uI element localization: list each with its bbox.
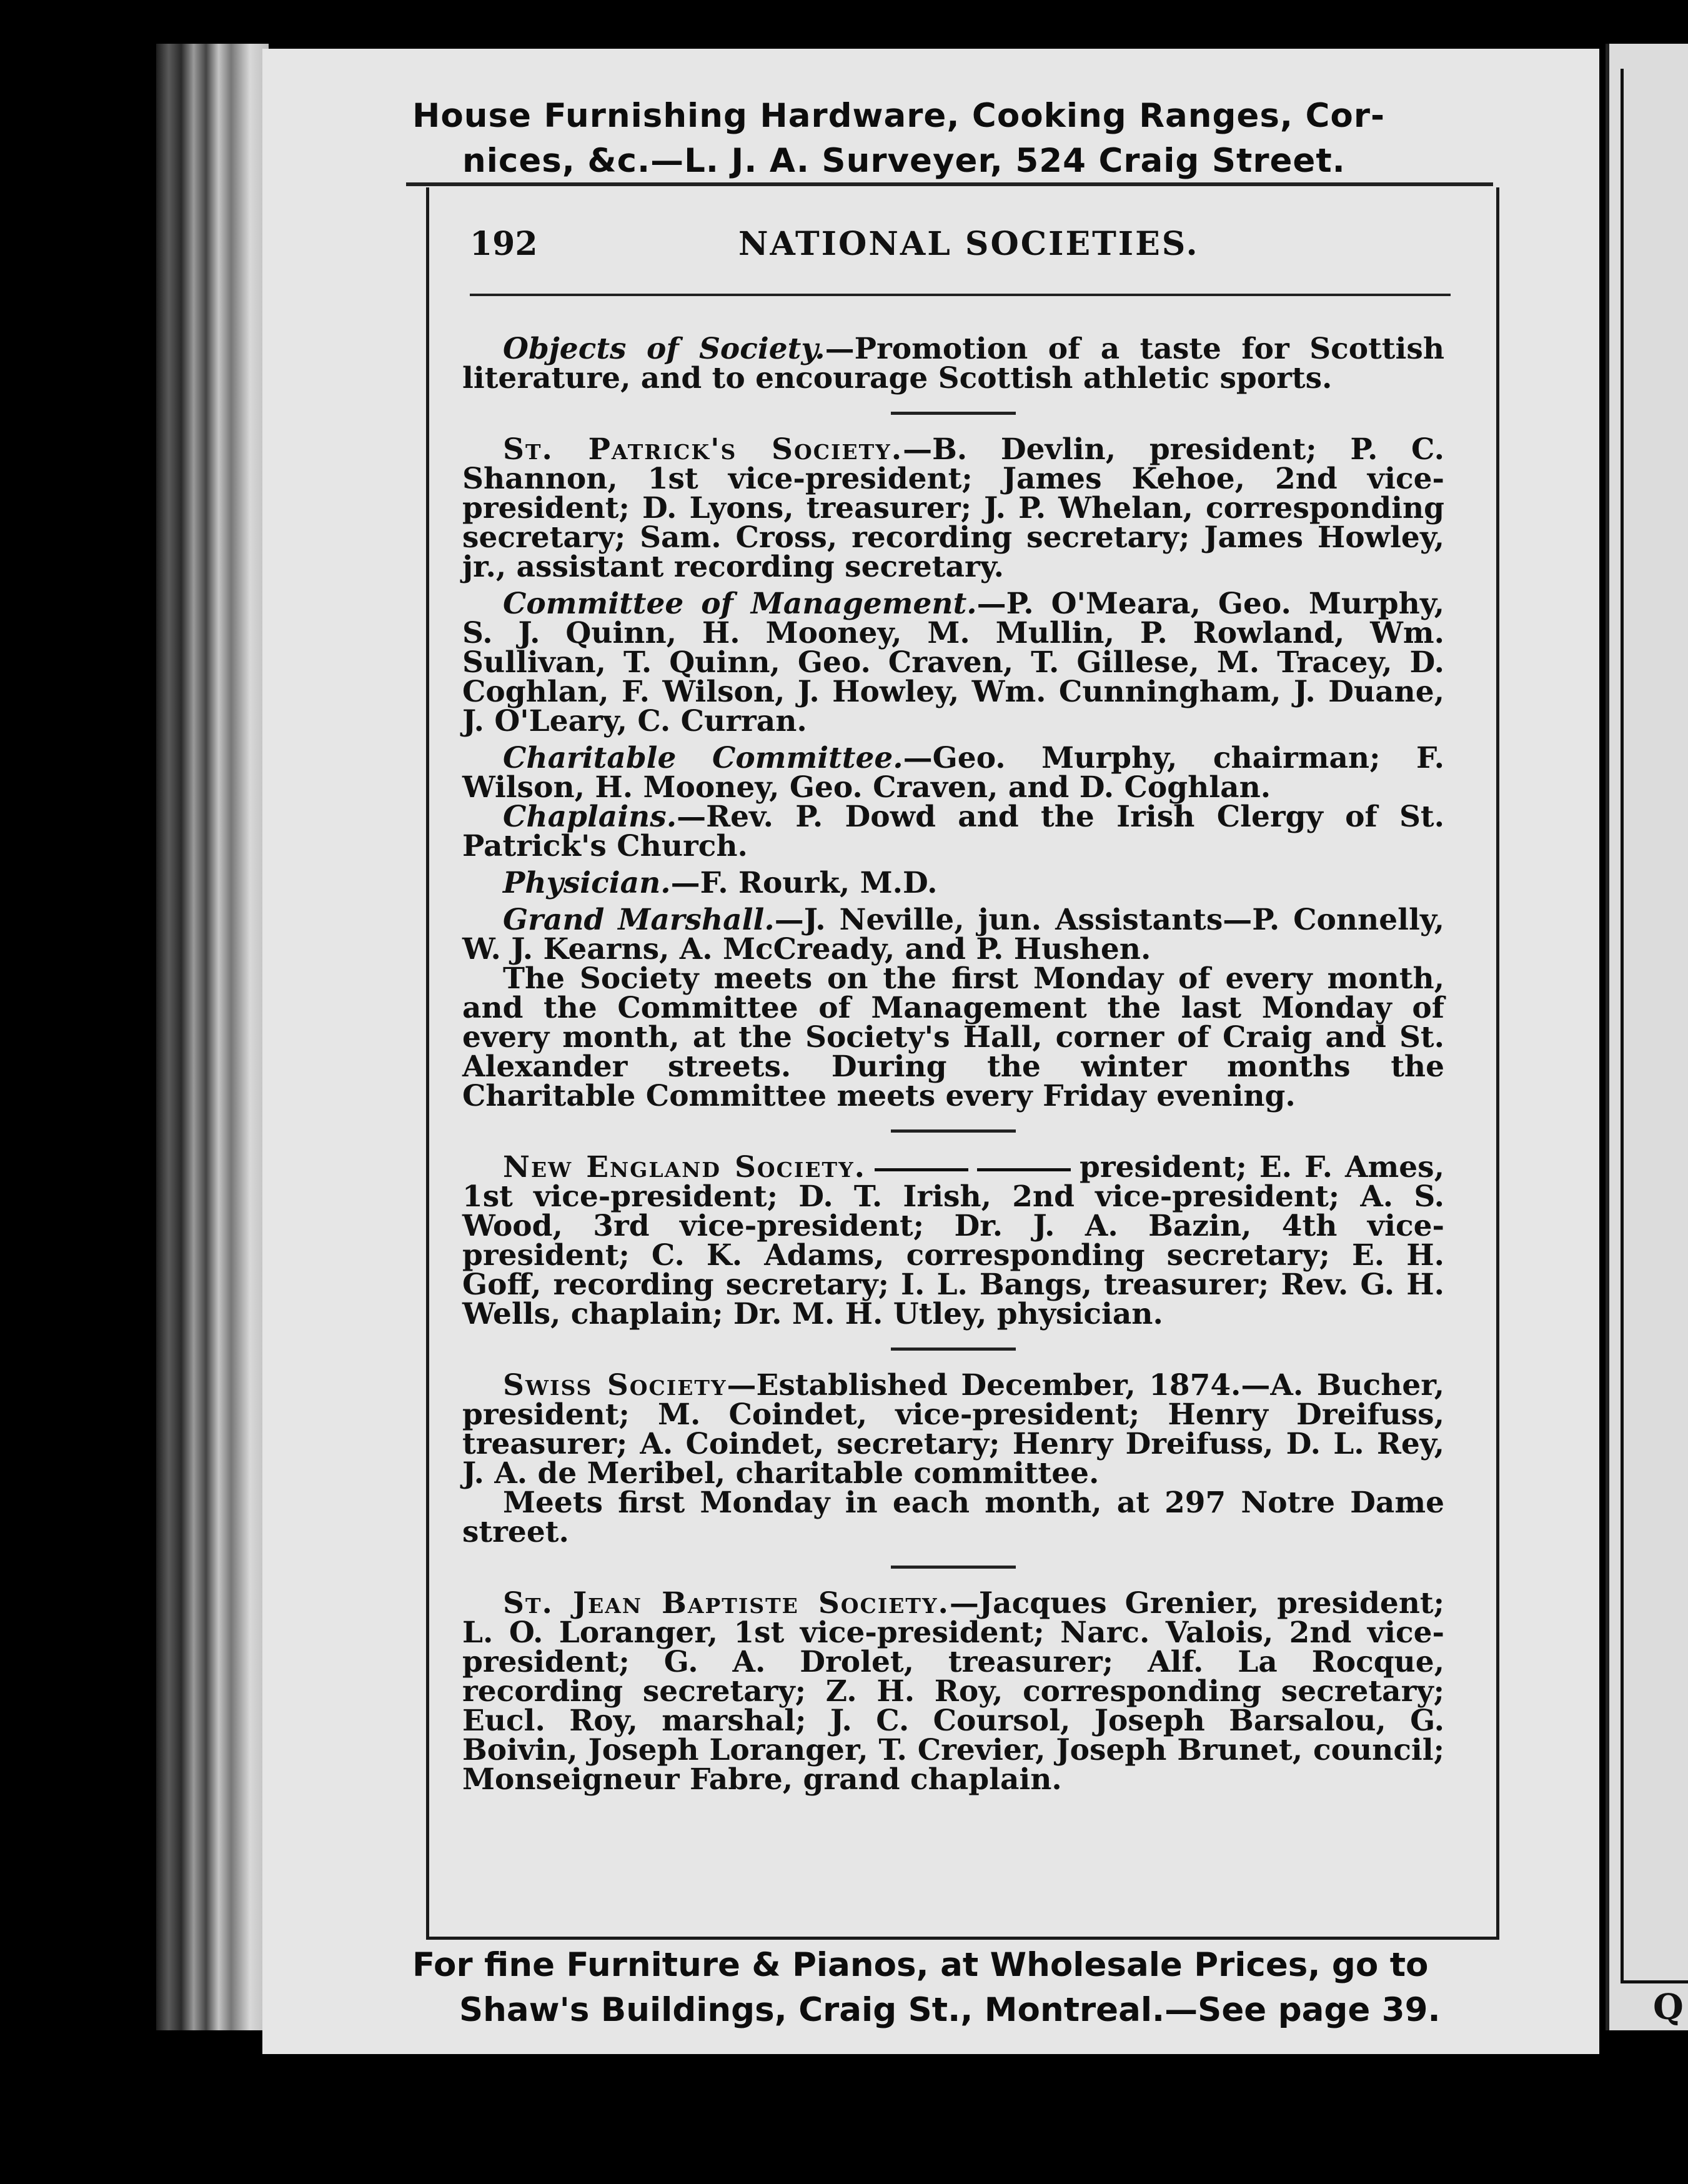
st-jean-baptiste-society-name: St. Jean Baptiste Society. bbox=[503, 1586, 950, 1621]
st-jean-baptiste-paragraph bbox=[462, 1586, 1444, 1797]
st-patrick-society-name: St. Patrick's Society. bbox=[503, 432, 903, 467]
objects-paragraph bbox=[462, 334, 1444, 393]
top-border-rule bbox=[406, 182, 1493, 186]
st-patrick-committee bbox=[462, 589, 1444, 736]
header-rule bbox=[470, 294, 1451, 296]
committee-text: —P. O'Meara, Geo. Murphy, S. J. Quinn, H. Mooney, M. Mullin, P. Rowland, Wm. Sullivan, T. Quinn, Geo. Craven, T. Gillese, M. Tracey, D. Coghlan, F. Wilson, J. Howley, Wm. Cunningham, J. Duane, J. O'Leary, C. Curran. bbox=[462, 587, 1444, 738]
new-england-officers: president; E. F. Ames, 1st vice-president; D. T. Irish, 2nd vice-president; A. S. Wood, 3rd vice-president; Dr. J. A. Bazin, 4th vice-president; C. K. Adams, corresponding secretary; E. H. Goff, recording secretary; I. L. Bangs, treasurer; Rev. G. H. Wells, chaplain; Dr. M. H. Utley, physician. bbox=[462, 1150, 1444, 1331]
page-content bbox=[462, 332, 1444, 1797]
facing-page-frame bbox=[1621, 69, 1688, 1983]
physician-text: —F. Rourk, M.D. bbox=[670, 866, 938, 900]
objects-label: Objects of Society. bbox=[503, 332, 825, 366]
book-edge bbox=[156, 44, 269, 2030]
st-patrick-physician bbox=[462, 868, 1444, 898]
top-ad-line-1: House Furnishing Hardware, Cooking Ranges, Cor- bbox=[412, 97, 1385, 135]
bottom-advertisement bbox=[412, 1943, 1499, 2033]
charitable-label: Charitable Committee. bbox=[503, 741, 903, 775]
section-divider bbox=[891, 1566, 1016, 1569]
st-patrick-officers bbox=[462, 432, 1444, 584]
swiss-officers: —Established December, 1874.—A. Bucher, president; M. Coindet, vice-president; Henry Dreifuss, treasurer; A. Coindet, secretary; Henry Dreifuss, D. L. Rey, J. A. de Meribel, charitable committee. bbox=[462, 1368, 1444, 1491]
st-patrick-meetings: The Society meets on the first Monday of every month, and the Committee of Management the last Monday of every month, at the Society's Hall, corner of Craig and St. Alexander streets. During the winter months the Charitable Committee meets every Friday evening. bbox=[462, 961, 1444, 1113]
page-number: 192 bbox=[470, 225, 538, 263]
blank-dash bbox=[977, 1168, 1071, 1171]
st-patrick-charitable bbox=[462, 741, 1444, 805]
facing-page-letter: Q bbox=[1653, 1987, 1684, 2028]
swiss-meetings: Meets first Monday in each month, at 297 Notre Dame street. bbox=[462, 1486, 1444, 1549]
marshall-label: Grand Marshall. bbox=[503, 903, 775, 937]
page-title: NATIONAL SOCIETIES. bbox=[738, 225, 1199, 263]
objects-text: —Promotion of a taste for Scottish literature, and to encourage Scottish athletic sports. bbox=[462, 332, 1444, 395]
st-patrick-chaplains bbox=[462, 802, 1444, 861]
st-patrick-marshall bbox=[462, 905, 1444, 964]
section-divider bbox=[891, 1129, 1016, 1133]
top-ad-line-2: nices, &c.—L. J. A. Surveyer, 524 Craig Street. bbox=[462, 142, 1346, 180]
section-divider bbox=[891, 1348, 1016, 1351]
top-advertisement bbox=[412, 94, 1499, 184]
new-england-society-name: New England Society. bbox=[503, 1150, 866, 1184]
new-england-paragraph bbox=[462, 1150, 1444, 1331]
chaplains-label: Chaplains. bbox=[503, 800, 677, 834]
bottom-ad-line-2: Shaw's Buildings, Craig St., Montreal.—See page 39. bbox=[459, 1991, 1441, 2029]
page-header bbox=[470, 225, 1451, 275]
charitable-text: —Geo. Murphy, chairman; F. Wilson, H. Mooney, Geo. Craven, and D. Coghlan. bbox=[462, 741, 1444, 805]
blank-dash bbox=[875, 1168, 968, 1171]
facing-page-edge bbox=[1606, 44, 1688, 2030]
st-jean-baptiste-officers: —Jacques Grenier, president; L. O. Loranger, 1st vice-president; Narc. Valois, 2nd vice-president; G. A. Drolet, treasurer; Alf. La Rocque, recording secretary; Z. H. Roy, corresponding secretary; Eucl. Roy, marshal; J. C. Coursol, Joseph Barsalou, G. Boivin, Joseph Loranger, T. Crevier, Joseph Brunet, council; Monseigneur Fabre, grand chaplain. bbox=[462, 1586, 1444, 1797]
committee-label: Committee of Management. bbox=[503, 587, 977, 621]
marshall-text: —J. Neville, jun. Assistants—P. Connelly, W. J. Kearns, A. McCready, and P. Hushen. bbox=[462, 903, 1444, 966]
swiss-paragraph bbox=[462, 1368, 1444, 1491]
st-patrick-officers-text: —B. Devlin, president; P. C. Shannon, 1st vice-president; James Kehoe, 2nd vice-president; D. Lyons, treasurer; J. P. Whelan, corresponding secretary; Sam. Cross, recording secretary; James Howley, jr., assistant recording secretary. bbox=[462, 432, 1444, 584]
chaplains-text: —Rev. P. Dowd and the Irish Clergy of St. Patrick's Church. bbox=[462, 800, 1444, 863]
section-divider bbox=[891, 412, 1016, 415]
swiss-society-name: Swiss Society bbox=[503, 1368, 727, 1402]
physician-label: Physician. bbox=[503, 866, 671, 900]
bottom-ad-line-1: For fine Furniture & Pianos, at Wholesale Prices, go to bbox=[412, 1946, 1429, 1984]
